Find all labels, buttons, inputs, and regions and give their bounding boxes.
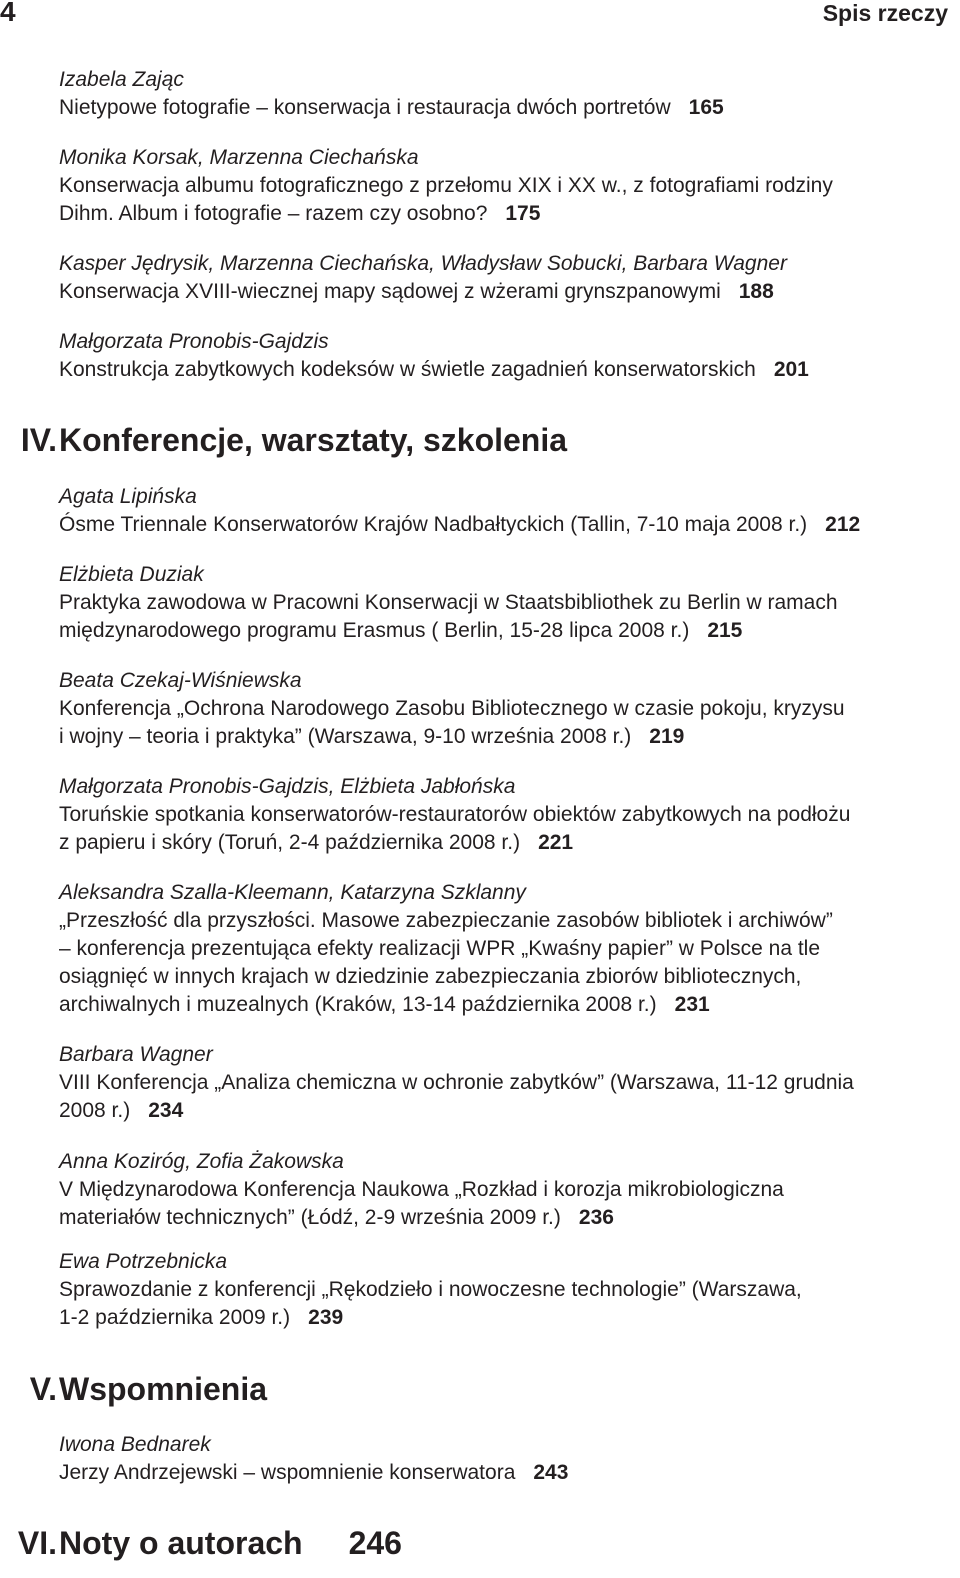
toc-entry xyxy=(59,328,954,384)
section-number: V. xyxy=(29,1371,57,1407)
entry-title-line: Nietypowe fotografie – konserwacja i restauracja dwóch portretów 165 xyxy=(59,96,724,119)
entry-author: Kasper Jędrysik, Marzenna Ciechańska, Władysław Sobucki, Barbara Wagner xyxy=(59,252,787,275)
entry-page-number: 215 xyxy=(707,619,743,642)
entry-page-number: 175 xyxy=(505,202,541,225)
entry-title-line: V Międzynarodowa Konferencja Naukowa „Rozkład i korozja mikrobiologiczna xyxy=(59,1178,784,1201)
entry-author: Anna Koziróg, Zofia Żakowska xyxy=(59,1150,344,1173)
entry-title-line: i wojny – teoria i praktyka” (Warszawa, 9-10 września 2008 r.) 219 xyxy=(59,725,685,748)
entry-page-number: 165 xyxy=(688,96,724,119)
entry-author: Aleksandra Szalla-Kleemann, Katarzyna Szklanny xyxy=(59,881,526,904)
entry-page-number: 239 xyxy=(308,1306,344,1329)
section-heading-vi xyxy=(0,1524,402,1562)
section-page-number: 246 xyxy=(348,1525,402,1561)
toc-entry xyxy=(59,561,954,645)
running-head: Spis rzeczy xyxy=(822,0,948,26)
entry-title-line: z papieru i skóry (Toruń, 2-4 października 2008 r.) 221 xyxy=(59,831,574,854)
entry-author: Beata Czekaj-Wiśniewska xyxy=(59,669,302,692)
entry-page-number: 212 xyxy=(825,513,861,536)
page-number: 4 xyxy=(0,0,16,27)
entry-title-line: Konstrukcja zabytkowych kodeksów w świetle zagadnień konserwatorskich 201 xyxy=(59,358,809,381)
entry-title-line: – konferencja prezentująca efekty realizacji WPR „Kwaśny papier” w Polsce na tle xyxy=(59,937,821,960)
entry-title-line: Ósme Triennale Konserwatorów Krajów Nadbałtyckich (Tallin, 7-10 maja 2008 r.) 212 xyxy=(59,513,861,536)
toc-entry xyxy=(59,1148,954,1232)
entry-title-line: Sprawozdanie z konferencji „Rękodzieło i nowoczesne technologie” (Warszawa, xyxy=(59,1278,802,1301)
entry-title-line: 1-2 października 2009 r.) 239 xyxy=(59,1306,344,1329)
section-heading-v xyxy=(0,1370,267,1408)
toc-entry xyxy=(59,1041,954,1125)
entry-page-number: 219 xyxy=(649,725,685,748)
entry-page-number: 188 xyxy=(738,280,774,303)
entry-title-line: materiałów technicznych” (Łódź, 2-9 września 2009 r.) 236 xyxy=(59,1206,614,1229)
entry-title-line: 2008 r.) 234 xyxy=(59,1099,184,1122)
entry-title-line: Konferencja „Ochrona Narodowego Zasobu Bibliotecznego w czasie pokoju, kryzysu xyxy=(59,697,845,720)
entry-title-line: Jerzy Andrzejewski – wspomnienie konserwatora 243 xyxy=(59,1461,569,1484)
section-heading-iv xyxy=(0,421,567,459)
toc-entry xyxy=(59,250,954,306)
toc-entry xyxy=(59,483,954,539)
toc-entry xyxy=(59,879,954,1019)
section-number: VI. xyxy=(17,1525,57,1561)
section-number: IV. xyxy=(20,422,57,458)
entry-author: Agata Lipińska xyxy=(59,485,197,508)
entry-page-number: 201 xyxy=(773,358,809,381)
entry-title-line: Praktyka zawodowa w Pracowni Konserwacji w Staatsbibliothek zu Berlin w ramach xyxy=(59,591,838,614)
entry-author: Małgorzata Pronobis-Gajdzis, Elżbieta Jabłońska xyxy=(59,775,516,798)
section-title: Wspomnienia xyxy=(59,1371,268,1407)
toc-entry xyxy=(59,773,954,857)
entry-page-number: 231 xyxy=(674,993,710,1016)
entry-page-number: 234 xyxy=(148,1099,184,1122)
entry-author: Izabela Zając xyxy=(59,68,184,91)
entry-title-line: „Przeszłość dla przyszłości. Masowe zabezpieczanie zasobów bibliotek i archiwów” xyxy=(59,909,833,932)
entry-page-number: 243 xyxy=(533,1461,569,1484)
section-title: Noty o autorach xyxy=(59,1525,303,1561)
entry-title-line: Konserwacja XVIII-wiecznej mapy sądowej z wżerami grynszpanowymi 188 xyxy=(59,280,774,303)
entry-author: Iwona Bednarek xyxy=(59,1433,211,1456)
entry-title-line: archiwalnych i muzealnych (Kraków, 13-14 października 2008 r.) 231 xyxy=(59,993,710,1016)
entry-title-line: Toruńskie spotkania konserwatorów-restauratorów obiektów zabytkowych na podłożu xyxy=(59,803,851,826)
entry-author: Barbara Wagner xyxy=(59,1043,213,1066)
entry-title-line: VIII Konferencja „Analiza chemiczna w ochronie zabytków” (Warszawa, 11-12 grudnia xyxy=(59,1071,854,1094)
section-title: Konferencje, warsztaty, szkolenia xyxy=(59,422,568,458)
entry-title-line: Dihm. Album i fotografie – razem czy osobno? 175 xyxy=(59,202,541,225)
entry-page-number: 221 xyxy=(538,831,574,854)
entry-author: Elżbieta Duziak xyxy=(59,563,204,586)
entry-title-line: międzynarodowego programu Erasmus ( Berlin, 15-28 lipca 2008 r.) 215 xyxy=(59,619,743,642)
entry-author: Małgorzata Pronobis-Gajdzis xyxy=(59,330,329,353)
toc-entry xyxy=(59,1431,954,1487)
entry-page-number: 236 xyxy=(578,1206,614,1229)
toc-entry xyxy=(59,667,954,751)
entry-title-line: Konserwacja albumu fotograficznego z przełomu XIX i XX w., z fotografiami rodziny xyxy=(59,174,833,197)
toc-entry xyxy=(59,1248,954,1332)
toc-entry xyxy=(59,66,954,122)
entry-title-line: osiągnięć w innych krajach w dziedzinie zabezpieczania zbiorów bibliotecznych, xyxy=(59,965,802,988)
toc-entry xyxy=(59,144,954,228)
entry-author: Monika Korsak, Marzenna Ciechańska xyxy=(59,146,419,169)
entry-author: Ewa Potrzebnicka xyxy=(59,1250,228,1273)
